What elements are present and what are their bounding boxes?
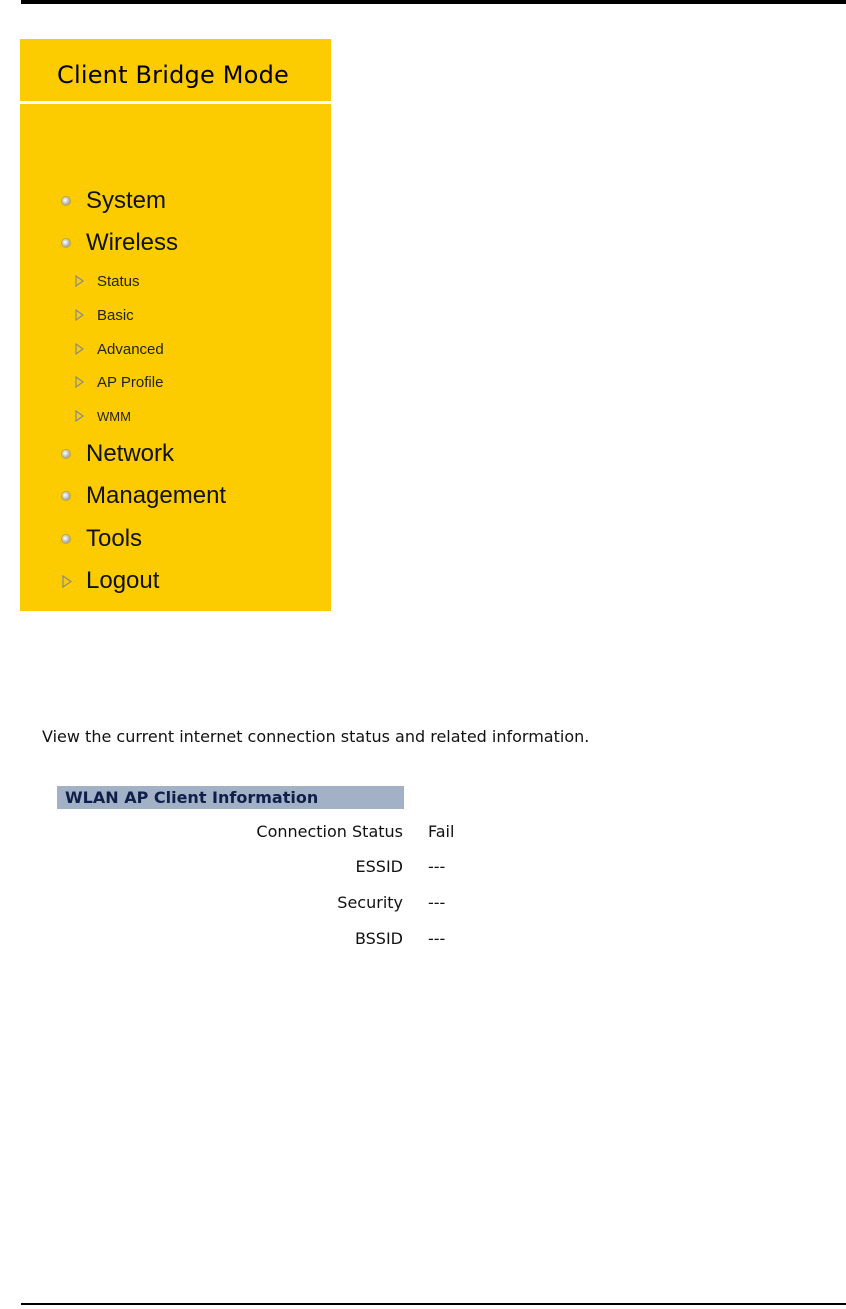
menu-item-label: Tools (86, 525, 143, 552)
menu-item-logout[interactable] (20, 564, 159, 598)
info-value: --- (428, 857, 446, 876)
submenu-item-wmm[interactable] (20, 402, 131, 430)
page-description: View the current internet connection status and related information. (42, 727, 590, 746)
submenu-item-label: Status (97, 272, 140, 290)
sidebar (20, 39, 331, 611)
menu-item-wireless[interactable] (20, 226, 178, 260)
info-value: Fail (428, 822, 455, 841)
submenu-item-label: Advanced (97, 340, 164, 358)
bullet-icon (62, 492, 70, 500)
info-row-essid (57, 857, 557, 881)
top-rule (21, 0, 846, 4)
bullet-icon (62, 450, 70, 458)
info-label: Security (337, 893, 403, 912)
sidebar-title: Client Bridge Mode (57, 61, 289, 89)
menu-item-label: System (86, 187, 167, 214)
menu-item-label: Network (86, 440, 175, 467)
menu-item-label: Logout (86, 567, 160, 594)
info-label: Connection Status (256, 822, 403, 841)
bullet-icon (62, 535, 70, 543)
submenu-item-label: Basic (97, 306, 134, 324)
info-row-connection-status (57, 822, 557, 846)
menu-item-tools[interactable] (20, 522, 142, 556)
submenu-item-advanced[interactable] (20, 335, 164, 363)
menu-item-label: Management (86, 482, 227, 509)
info-value: --- (428, 929, 446, 948)
bullet-icon (62, 239, 70, 247)
submenu-item-basic[interactable] (20, 301, 134, 329)
menu-item-network[interactable] (20, 437, 174, 471)
sidebar-menu (20, 39, 331, 611)
submenu-item-label: AP Profile (97, 373, 164, 391)
info-label: BSSID (354, 929, 403, 948)
section-header (57, 786, 404, 809)
submenu-item-label: WMM (97, 408, 131, 424)
menu-item-management[interactable] (20, 479, 226, 513)
section-title: WLAN AP Client Information (65, 788, 319, 807)
info-value: --- (428, 893, 446, 912)
submenu-item-status[interactable] (20, 267, 140, 295)
bullet-icon (62, 197, 70, 205)
info-label: ESSID (355, 857, 403, 876)
bottom-rule (21, 1303, 846, 1305)
info-row-bssid (57, 929, 557, 953)
menu-item-label: Wireless (86, 229, 179, 256)
info-row-security (57, 893, 557, 917)
menu-item-system[interactable] (20, 184, 166, 218)
submenu-item-ap-profile[interactable] (20, 368, 163, 396)
